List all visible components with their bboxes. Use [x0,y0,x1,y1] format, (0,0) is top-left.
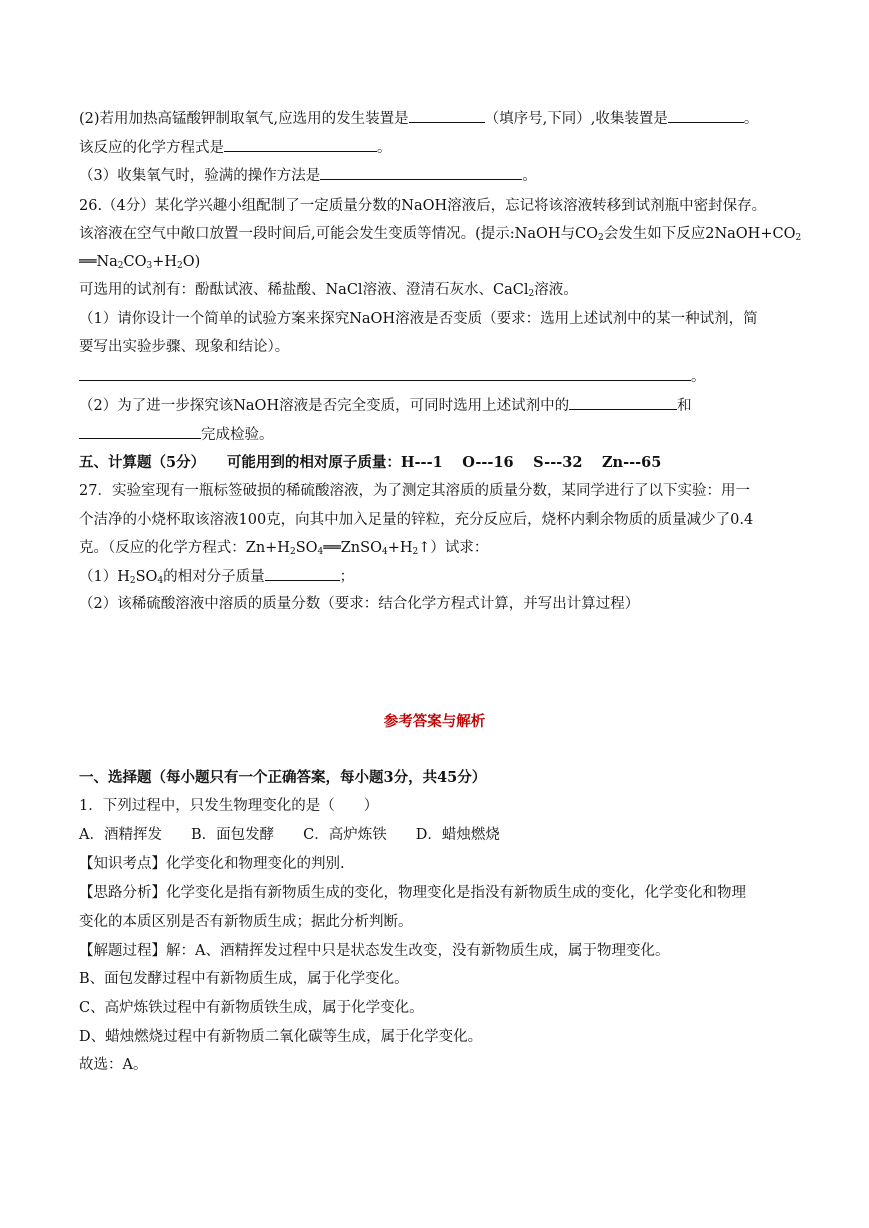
q26-line4: 可选用的试剂有：酚酞试液、稀盐酸、NaCl溶液、澄清石灰水、CaCl$_2$溶液。 [79,282,578,299]
answer-q1-stem: 1．下列过程中，只发生物理变化的是（ ） [79,798,379,814]
answer-blank[interactable] [79,424,201,439]
section5-heading: 五、计算题（5分） 可能用到的相对原子质量：H---1 O---16 S---32 Zn---65 [79,454,662,471]
q27-line3: 克。（反应的化学方程式：$Zn+H_2SO_4══ZnSO_4+H_2↑$）试求： [79,540,489,557]
q26-line9: 完成检验。 [79,424,274,445]
q26-line3: $══Na_2CO_3+H_2O$) [79,254,201,271]
q27-line5: （2）该稀硫酸溶液中溶质的质量分数（要求：结合化学方程式计算，并写出计算过程） [79,596,640,612]
answer-knowledge-point: 【知识考点】化学变化和物理变化的判别. [79,856,345,872]
answer-blank[interactable] [409,108,485,123]
answer-option-c: C、高炉炼铁过程中有新物质铁生成，属于化学变化。 [79,1000,424,1016]
q26-line7: 。 [79,366,706,387]
q25-part3: （3）收集氧气时，验满的操作方法是 。 [79,165,537,186]
q25-part2-line1: (2)若用加热高锰酸钾制取氧气,应选用的发生装置是 （填序号,下同）,收集装置是 。 [79,108,758,129]
answer-blank[interactable] [265,566,340,581]
q26-line6: 要写出实验步骤、现象和结论）。 [79,339,290,355]
answer-analysis-line2: 变化的本质区别是否有新物质生成；据此分析判断。 [79,914,413,930]
q26-line5: （1）请你设计一个简单的试验方案来探究NaOH溶液是否变质（要求：选用上述试剂中的某一种试剂，简 [79,311,758,327]
answer-option-d: D、蜡烛燃烧过程中有新物质二氧化碳等生成，属于化学变化。 [79,1029,483,1045]
answer-choice: 故选：A。 [79,1057,148,1073]
q26-line8: （2）为了进一步探究该NaOH溶液是否完全变质，可同时选用上述试剂中的 和 [79,395,692,416]
q26-line1: 26.（4分）某化学兴趣小组配制了一定质量分数的NaOH溶液后，忘记将该溶液转移到试剂瓶中密封保存。 [79,198,767,214]
answer-analysis-line1: 【思路分析】化学变化是指有新物质生成的变化，物理变化是指没有新物质生成的变化，化学变化和物理 [79,885,746,901]
answer-option-b: B、面包发酵过程中有新物质生成，属于化学变化。 [79,971,409,987]
answers-section1-heading: 一、选择题（每小题只有一个正确答案，每小题3分，共45分） [79,769,487,786]
q27-line1: 27．实验室现有一瓶标签破损的稀硫酸溶液，为了测定其溶质的质量分数，某同学进行了以下实验：用一 [79,483,750,499]
q27-line2: 个洁净的小烧杯取该溶液100克，向其中加入足量的锌粒，充分反应后，烧杯内剩余物质的质量减少了0.4 [79,512,754,528]
answer-process: 【解题过程】解：A、酒精挥发过程中只是状态发生改变，没有新物质生成，属于物理变化。 [79,943,670,959]
answer-blank[interactable] [320,165,522,180]
answer-blank[interactable] [668,108,744,123]
answer-blank[interactable] [224,137,377,152]
q25-part2-line2: 该反应的化学方程式是 。 [79,137,392,158]
answer-blank[interactable] [569,395,677,410]
answer-blank[interactable] [79,366,691,381]
answers-title: 参考答案与解析 [383,713,486,730]
answer-q1-options: A．酒精挥发 B．面包发酵 C．高炉炼铁 D．蜡烛燃烧 [79,827,500,843]
q27-line4: $(1)H_2SO_4$的相对分子质量 ； [79,566,354,587]
q26-line2: 该溶液在空气中敞口放置一段时间后,可能会发生变质等情况。(提示:NaOH与$CO_2$会发生如下反应$2NaOH+CO_2$ [79,226,802,243]
